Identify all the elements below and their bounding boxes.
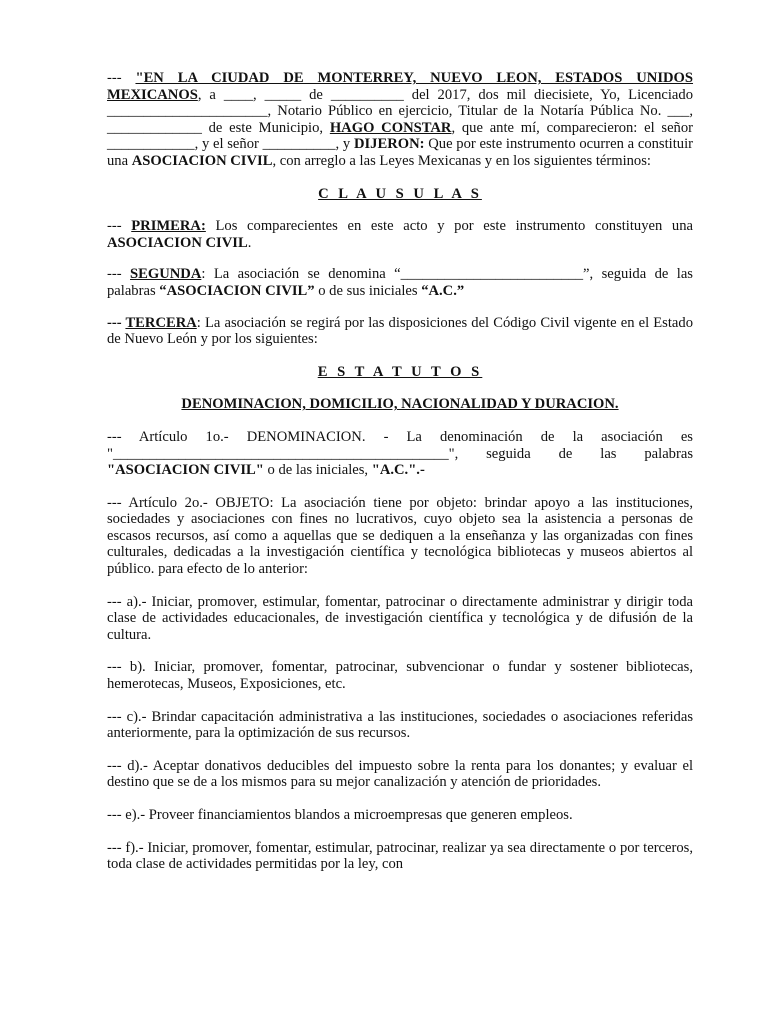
segunda-bold-2: “A.C.”	[421, 282, 465, 299]
section-heading: DENOMINACION, DOMICILIO, NACIONALIDAD Y DURACION.	[181, 396, 619, 413]
item-c: --- c).- Brindar capacitación administrativa a las instituciones, sociedades o asociaciones referidas anteriormente, para la optimización de sus recursos.	[107, 708, 693, 742]
articulo-1-mid: o de las iniciales,	[263, 462, 372, 479]
intro-text-2: , que ante mí, comparecieron: el señor ____________, y el señor __________, y	[107, 119, 694, 153]
articulo-1-text: --- Artículo 1o.- DENOMINACION. - La denominación de la asociación es "______________________________________________", seguida de las palabras	[107, 428, 693, 462]
dash-prefix: ---	[107, 70, 136, 86]
segunda-bold-1: “ASOCIACION CIVIL”	[159, 282, 315, 299]
primera-label: PRIMERA:	[131, 218, 206, 235]
articulo-1-bold-2: "A.C.".-	[371, 462, 425, 479]
dash-prefix: ---	[107, 218, 132, 235]
tercera-text: : La asociación se regirá por las disposiciones del Código Civil vigente en el Estado de Nuevo León y por los siguientes:	[107, 314, 693, 348]
dash-prefix: ---	[107, 314, 126, 331]
primera-bold: ASOCIACION CIVIL	[107, 234, 248, 251]
item-f: --- f).- Iniciar, promover, fomentar, estimular, patrocinar, realizar ya sea directamente o por terceros, toda clase de actividades permitidas por la ley, con	[107, 839, 693, 873]
item-a: --- a).- Iniciar, promover, estimular, fomentar, patrocinar o directamente administrar y dirigir toda clase de actividades educacionales, de investigación científica y tecnológica y de difusión de la cultura.	[107, 593, 693, 643]
dijeron: DIJERON:	[353, 136, 425, 153]
segunda-mid: o de sus iniciales	[314, 282, 422, 299]
item-d: --- d).- Aceptar donativos deducibles del impuesto sobre la renta para los donantes; y evaluar el destino que se de a los mismos para su mejor canalización y atención de prioridades.	[107, 757, 693, 791]
hago-constar: HAGO CONSTAR	[329, 119, 452, 136]
estatutos-heading: E S T A T U T O S	[317, 363, 483, 380]
tercera-label: TERCERA	[125, 314, 197, 331]
articulo-1-bold-1: "ASOCIACION CIVIL"	[107, 462, 264, 479]
intro-paragraph	[107, 70, 693, 170]
intro-text-1: , a ____, _____ de __________ del 2017, dos mil diecisiete, Yo, Licenciado ______________________, Notario Público en ejercicio, Titular de la Notaría Pública No. ___, _____________ de este Municipio,	[107, 86, 693, 136]
clausulas-heading: C L A U S U L A S	[318, 185, 482, 202]
dash-prefix: ---	[107, 266, 130, 283]
articulo-1	[107, 429, 693, 479]
asociacion-civil: ASOCIACION CIVIL	[131, 152, 273, 169]
clausula-primera	[107, 218, 693, 251]
segunda-label: SEGUNDA	[130, 266, 202, 283]
intro-text-3: Que por este instrumento ocurren a constituir una	[107, 136, 693, 169]
primera-end: .	[247, 234, 252, 251]
clausula-tercera	[107, 315, 693, 348]
intro-text-4: , con arreglo a las Leyes Mexicanas y en los siguientes términos:	[272, 152, 651, 169]
item-b: --- b). Iniciar, promover, fomentar, patrocinar, subvencionar o fundar y sostener bibliotecas, hemerotecas, Museos, Exposiciones, etc.	[107, 659, 693, 693]
segunda-text: : La asociación se denomina “_________________________”, seguida de las palabras	[107, 266, 693, 299]
item-e: --- e).- Proveer financiamientos blandos a microempresas que generen empleos.	[107, 807, 573, 823]
primera-text: Los comparecientes en este acto y por este instrumento constituyen una	[205, 218, 694, 235]
clausula-segunda	[107, 266, 693, 299]
city-heading: "EN LA CIUDAD DE MONTERREY, NUEVO LEON, ESTADOS UNIDOS MEXICANOS	[107, 70, 694, 103]
articulo-2: --- Artículo 2o.- OBJETO: La asociación tiene por objeto: brindar apoyo a las instituciones, sociedades y asociaciones con fines no lucrativos, cuyo objeto sea la asistencia a personas de escasos recursos, así como a aquellas que se dediquen a la enseñanza y las organizadas con fines culturales, dedicadas a la investigación científica y tecnológica bibliotecas y museos abiertos al público. para efecto de lo anterior:	[107, 494, 693, 578]
